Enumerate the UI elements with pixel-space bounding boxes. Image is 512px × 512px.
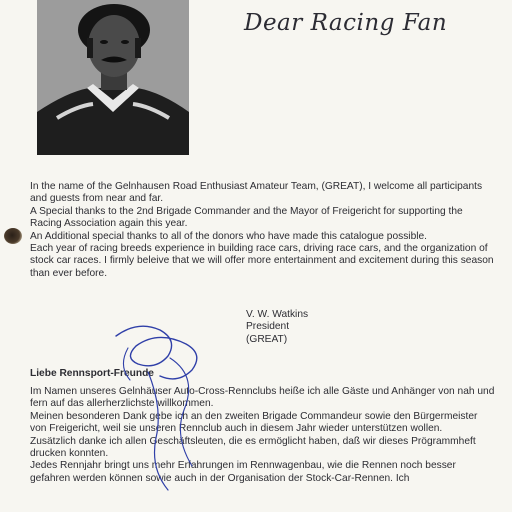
english-paragraph: An Additional special thanks to all of the donors who have made this catalogue possible. [30, 230, 427, 242]
german-letter-body [30, 386, 496, 485]
signatory-title: President [246, 321, 290, 333]
signature-block [246, 309, 308, 346]
german-greeting-heading: Liebe Rennsport-Freunde [30, 368, 154, 379]
president-portrait-photo [37, 0, 189, 155]
english-letter-body [30, 181, 496, 280]
portrait-illustration [37, 0, 189, 155]
binder-punch-hole [4, 228, 22, 244]
german-paragraph: Im Namen unseres Gelnhäuser Auto-Cross-Rennclubs heiße ich alle Gäste und Anhänger von nah und fern auf das allerherzlichste willkommen. [30, 386, 495, 410]
german-paragraph: Zusätzlich danke ich allen Geschäftsleuten, die es ermöglicht haben, daß wir dieses Prögrammheft drucken konnten. [30, 435, 476, 460]
english-paragraph: A Special thanks to the 2nd Brigade Commander and the Mayor of Freigericht for supporting the Racing Association again this year. [30, 205, 463, 230]
signatory-organization: (GREAT) [246, 333, 288, 345]
signatory-name: V. W. Watkins [246, 309, 309, 320]
english-paragraph: In the name of the Gelnhausen Road Enthusiast Amateur Team, (GREAT), I welcome all participants and guests from near and far. [30, 181, 483, 205]
german-paragraph: Jedes Rennjahr bringt uns mehr Erfahrungen im Rennwagenbau, wie die Rennen noch besser gefahren werden können sowie auch in der Organisation der Stock-Car-Rennen. Ich [30, 460, 456, 484]
english-paragraph: Each year of racing breeds experience in building race cars, driving race cars, and the organization of stock car races. I firmly beleive that we will offer more entertainment and excitement during this season than ever before. [30, 243, 494, 279]
greeting-headline: Dear Racing Fan [244, 10, 448, 36]
german-paragraph: Meinen besonderen Dank gebe ich an den zweiten Brigade Commandeur sowie den Bürgermeister von Freigericht, weil sie unseren Rennclub auch in diesem Jahr wieder unterstützen wollen. [30, 410, 478, 435]
